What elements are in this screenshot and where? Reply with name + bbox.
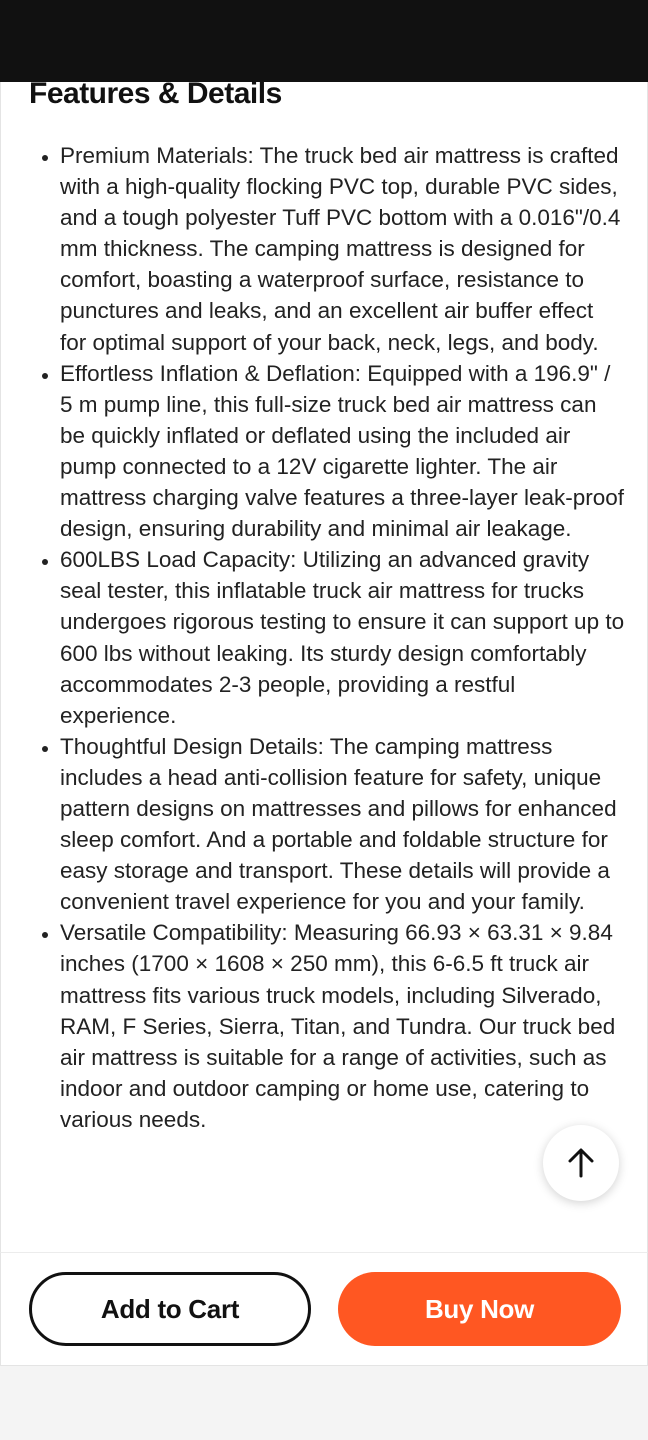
feature-item-design-details: • Thoughtful Design Details: The camping mattress includes a head anti-collision feature for safety, unique pattern designs on mattresses and pillows for enhanced sleep comfort. And a portable and foldable structure for easy storage and transport. These details will provide a convenient travel experience for you and your family. <box>60 731 631 918</box>
arrow-up-icon <box>564 1146 598 1180</box>
buy-now-button[interactable]: Buy Now <box>338 1272 621 1346</box>
top-bar <box>0 0 648 82</box>
feature-item-inflation-deflation: • Effortless Inflation & Deflation: Equipped with a 196.9" / 5 m pump line, this full-size truck bed air mattress can be quickly inflated or deflated using the included air pump connected to a 12V cigarette lighter. The air mattress charging valve features a three-layer leak-proof design, ensuring durability and minimal air leakage. <box>60 358 631 545</box>
section-title: Features & Details <box>29 82 282 110</box>
scroll-to-top-button[interactable] <box>543 1125 619 1201</box>
bottom-action-bar <box>0 1252 648 1366</box>
feature-item-load-capacity: • 600LBS Load Capacity: Utilizing an advanced gravity seal tester, this inflatable truck air mattress for trucks undergoes rigorous testing to ensure it can support up to 600 lbs without leaking. Its sturdy design comfortably accommodates 2-3 people, providing a restful experience. <box>60 544 631 731</box>
add-to-cart-button[interactable]: Add to Cart <box>29 1272 311 1346</box>
product-details-section <box>0 82 648 1252</box>
feature-list <box>1 140 631 1135</box>
feature-item-compatibility: • Versatile Compatibility: Measuring 66.93 × 63.31 × 9.84 inches (1700 × 1608 × 250 mm), this 6-6.5 ft truck air mattress fits various truck models, including Silverado, RAM, F Series, Sierra, Titan, and Tundra. Our truck bed air mattress is suitable for a range of activities, such as indoor and outdoor camping or home use, catering to various needs. <box>60 917 631 1135</box>
feature-item-premium-materials: • Premium Materials: The truck bed air mattress is crafted with a high-quality flocking PVC top, durable PVC sides, and a tough polyester Tuff PVC bottom with a 0.016"/0.4 mm thickness. The camping mattress is designed for comfort, boasting a waterproof surface, resistance to punctures and leaks, and an excellent air buffer effect for optimal support of your back, neck, legs, and body. <box>60 140 631 358</box>
